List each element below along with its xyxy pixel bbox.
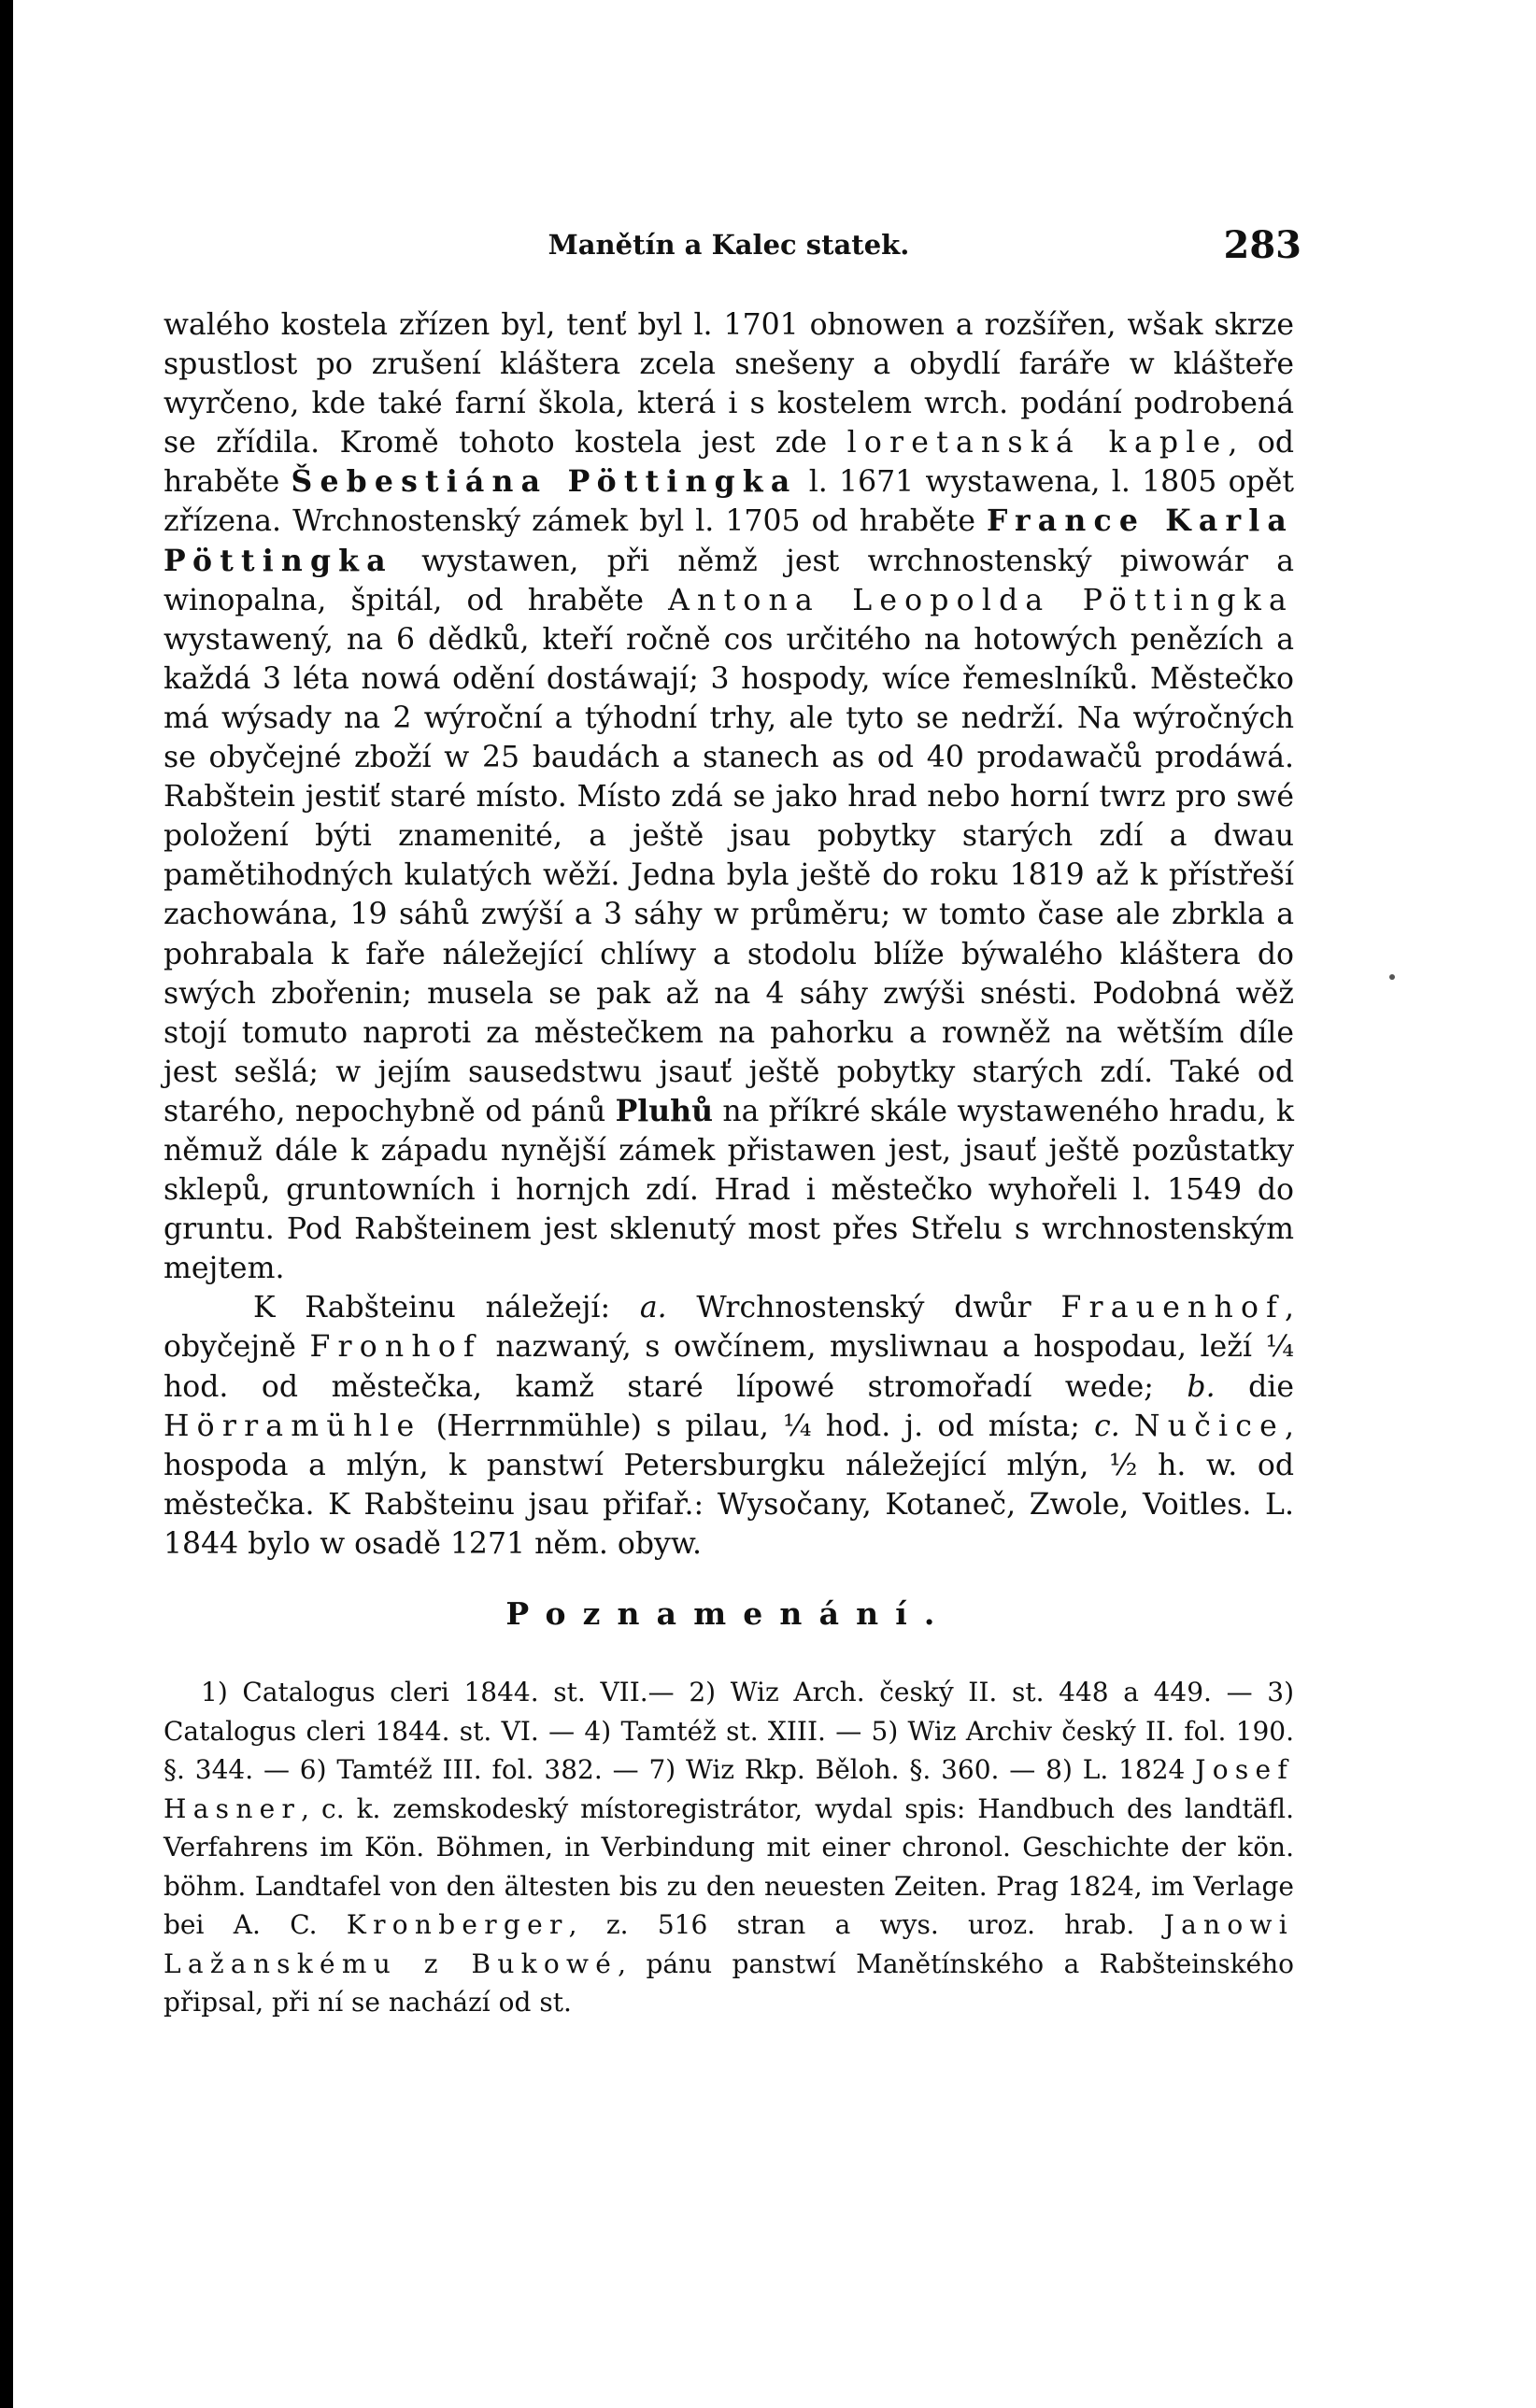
text-run: wystawený, na 6 dědků, kteří ročně cos určitého na hotowých penězích a každá 3 léta nowá odění dostáwají; 3 hospody, wíce řemeslníků. Městečko má wýsady na 2 wýroční a týhodní trhy, ale tyto se nedrží. Na wýročných se obyčejné zboží w 25 baudách a stanech as od 40 prodawačů prodáwá. Rabštein jestiť staré místo. Místo zdá se jako hrad nebo horní twrz pro swé položení býti znamenité, a ještě jsau pobytky starých zdí a dwau pamětihodných kulatých wěží. Jedna byla ještě do roku 1819 až k přístřeší zachowána, 19 sáhů zwýší a 3 sáhy w průměru; w tomto čase ale zbrkla a pohrabala k faře náležející chlíwy a stodolu blíže býwalého kláštera do swých zbořenin; musela se pak až na 4 sáhy zwýši snésti. Podobná wěž stojí tomuto naproti za městečkem na pahorku a rowněž na wětším díle jest sešlá; w jejím sausedstwu jsauť ještě pobytky starých zdí. Také od starého, nepochybně od pánů <box>164 622 1294 1128</box>
running-header <box>164 223 1301 285</box>
paragraph-rabstein-appurtenances <box>164 1288 1294 1564</box>
list-marker: b. <box>1187 1369 1216 1404</box>
spaced-name: Nučice <box>1133 1409 1285 1443</box>
spaced-name: Antona Leopolda Pöttingka <box>668 583 1294 617</box>
page-number: 283 <box>1223 223 1301 267</box>
text-run: wystawen, při němž jest wrchnostenský piwowár a winopalna, špitál, od hraběte <box>164 544 1294 617</box>
text-run: walého kostela zřízen byl, tenť byl l. 1701 obnowen a rozšířen, wšak skrze spustlost po zrušení kláštera zcela snešeny a obydlí faráře w klášteře wyrčeno, kde také farní škola, která i s kostelem wrch. podání podrobená se zřídila. Kromě tohoto kostela jest zde <box>164 308 1294 460</box>
text-run: (Herrnmühle) s pilau, ¼ hod. j. od místa; <box>421 1409 1095 1443</box>
spaced-name: Josef Hasner <box>164 1754 1294 1824</box>
book-page <box>164 223 1301 2022</box>
footnote-text: , c. k. zemskodeský místoregistrátor, wydal spis: Handbuch des landtäfl. Verfahrens im Kön. Böhmen, in Verbindung mit einer chronol. Geschichte der kön. böhm. Landtafel von den ältesten bis zu den neuesten Zeiten. Prag 1824, im Verlage bei A. C. <box>164 1792 1294 1940</box>
list-marker: a. <box>639 1291 667 1325</box>
spaced-name: Šebestiána Pöttingka <box>291 464 798 500</box>
text-run: nazwaný, s owčínem, mysliwnau a hospodau, leží ¼ hod. od městečka, kamž staré lípowé stromořadí wede; <box>164 1330 1295 1404</box>
notes-heading: Poznamenání. <box>505 1595 952 1632</box>
spaced-name: Frauenhof <box>1060 1291 1285 1325</box>
footnote-text: , z. 516 stran a wys. uroz. hrab. <box>568 1909 1164 1940</box>
footnote-text: 1) Catalogus cleri 1844. st. VII.— 2) Wiz Arch. český II. st. 448 a 449. — 3) Catalogus cleri 1844. st. VI. — 4) Tamtéž st. XIII. — 5) Wiz Archiv český II. fol. 190. §. 344. — 6) Tamtéž III. fol. 382. — 7) Wiz Rkp. Běloh. §. 360. — 8) L. 1824 <box>164 1677 1294 1785</box>
text-run: Wrchnostenský dwůr <box>666 1291 1061 1325</box>
spaced-name: Fronhof <box>309 1330 482 1365</box>
scan-border <box>0 0 13 2408</box>
spaced-name: Pluhů <box>615 1093 713 1128</box>
spaced-name: loretanská kaple <box>846 426 1229 460</box>
list-marker: c. <box>1094 1409 1120 1443</box>
paragraph-rabstein-description <box>164 305 1294 1288</box>
scan-speck <box>1389 974 1395 980</box>
text-run: , od hraběte <box>164 426 1294 500</box>
footnote-text: , pánu panstwí Manětínského a Rabšteinského připsal, při ní se nachází od st. <box>164 1948 1295 2018</box>
spaced-name: Kronberger <box>346 1909 569 1940</box>
text-run: l. 1671 wystawena, l. 1805 opět zřízena. Wrchnostenský zámek byl l. 1705 od hraběte <box>164 465 1294 539</box>
text-run: K Rabšteinu náležejí: <box>253 1291 640 1325</box>
running-title: Manětín a Kalec statek. <box>548 229 910 261</box>
body-text <box>164 305 1294 1564</box>
spaced-name: Janowi Lažanskému z Bukowé <box>164 1909 1294 1979</box>
spaced-name: Hörramühle <box>164 1409 422 1443</box>
text-run: na příkré skále wystaweného hradu, k němuž dále k západu nynější zámek přistawen jest, jsauť ještě pozůstatky sklepů, gruntowních i hornjch zdí. Hrad i městečko wyhořeli l. 1549 do gruntu. Pod Rabšteinem jest sklenutý most přes Střelu s wrchnostenským mejtem. <box>164 1094 1294 1286</box>
text-run: , obyčejně <box>164 1291 1294 1365</box>
spaced-name: France Karla Pöttingka <box>164 503 1294 578</box>
text-run: , hospoda a mlýn, k panstwí Petersburgku náležející mlýn, ½ h. w. od městečka. K Rabšteinu jsau přifař.: Wysočany, Kotaneč, Zwole, Voitles. L. 1844 bylo w osadě 1271 něm. obyw. <box>164 1409 1294 1561</box>
text-run <box>1120 1409 1134 1443</box>
text-run: die <box>1215 1369 1294 1404</box>
footnotes <box>164 1673 1294 2022</box>
